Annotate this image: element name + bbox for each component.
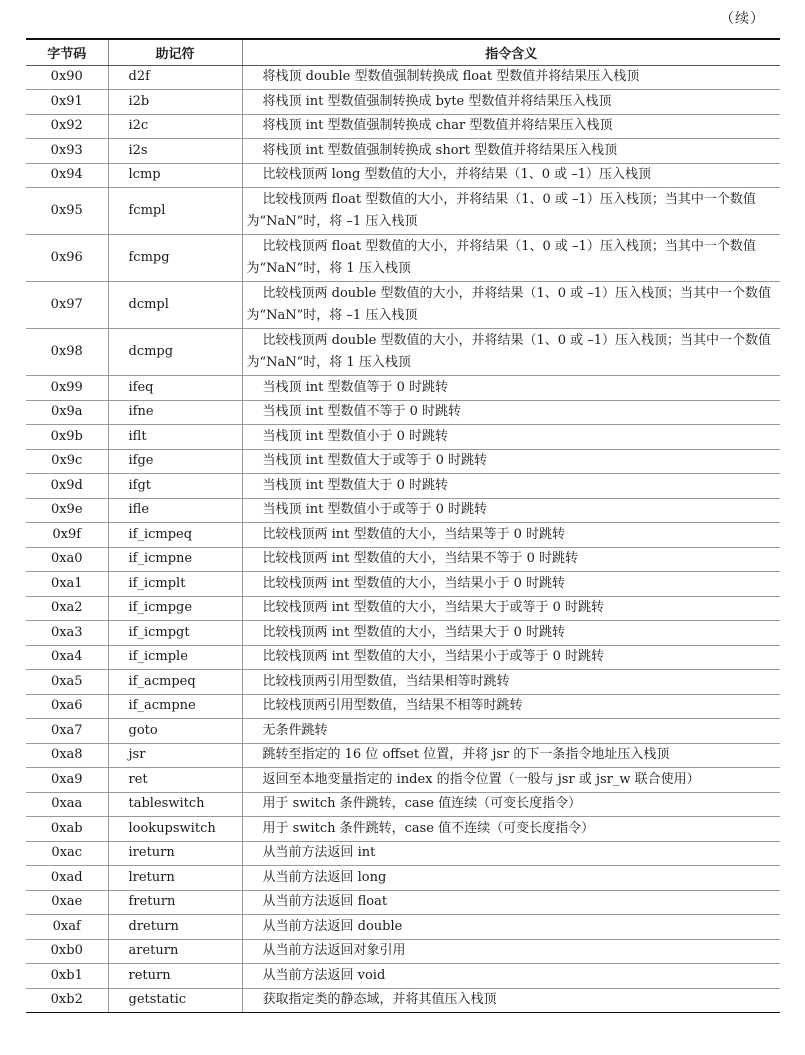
table-row [26,376,780,401]
meaning-cell: 比较栈顶两 int 型数值的大小，当结果小于或等于 0 时跳转 [242,645,780,670]
table-row [26,817,780,842]
bytecode-cell: 0xab [26,817,108,842]
meaning-cell: 用于 switch 条件跳转，case 值不连续（可变长度指令） [242,817,780,842]
meaning-cell: 当栈顶 int 型数值大于 0 时跳转 [242,474,780,499]
table-row [26,449,780,474]
bytecode-cell: 0xa2 [26,596,108,621]
table-row [26,400,780,425]
table-row [26,474,780,499]
mnemonic-cell: if_acmpne [108,694,242,719]
meaning-cell: 比较栈顶两 float 型数值的大小，并将结果（1、0 或 –1）压入栈顶；当其中一个数值为“NaN”时，将 1 压入栈顶 [242,235,780,282]
mnemonic-cell: if_acmpeq [108,670,242,695]
mnemonic-cell: if_icmple [108,645,242,670]
mnemonic-cell: goto [108,719,242,744]
mnemonic-cell: i2s [108,139,242,164]
bytecode-cell: 0x98 [26,329,108,376]
bytecode-cell: 0x95 [26,188,108,235]
bytecode-cell: 0x92 [26,114,108,139]
meaning-cell: 当栈顶 int 型数值不等于 0 时跳转 [242,400,780,425]
meaning-cell: 返回至本地变量指定的 index 的指令位置（一般与 jsr 或 jsr_w 联合使用） [242,768,780,793]
table-row [26,670,780,695]
table-row [26,939,780,964]
meaning-cell: 比较栈顶两 int 型数值的大小，当结果大于 0 时跳转 [242,621,780,646]
table-row [26,841,780,866]
table-row [26,90,780,115]
bytecode-table [26,38,780,1013]
meaning-cell: 将栈顶 int 型数值强制转换成 char 型数值并将结果压入栈顶 [242,114,780,139]
mnemonic-cell: ifeq [108,376,242,401]
mnemonic-cell: if_icmpeq [108,523,242,548]
meaning-cell: 当栈顶 int 型数值等于 0 时跳转 [242,376,780,401]
bytecode-cell: 0xaf [26,915,108,940]
meaning-cell: 获取指定类的静态域，并将其值压入栈顶 [242,988,780,1013]
mnemonic-cell: getstatic [108,988,242,1013]
bytecode-cell: 0x99 [26,376,108,401]
table-row [26,988,780,1013]
header-meaning: 指令含义 [242,39,780,65]
mnemonic-cell: return [108,964,242,989]
bytecode-cell: 0x90 [26,65,108,90]
meaning-cell: 比较栈顶两 long 型数值的大小，并将结果（1、0 或 –1）压入栈顶 [242,163,780,188]
table-row [26,596,780,621]
mnemonic-cell: ret [108,768,242,793]
table-row [26,572,780,597]
table-row [26,694,780,719]
table-row [26,65,780,90]
mnemonic-cell: fcmpl [108,188,242,235]
meaning-cell: 比较栈顶两 double 型数值的大小，并将结果（1、0 或 –1）压入栈顶；当其中一个数值为“NaN”时，将 1 压入栈顶 [242,329,780,376]
meaning-cell: 比较栈顶两 double 型数值的大小，并将结果（1、0 或 –1）压入栈顶；当其中一个数值为“NaN”时，将 –1 压入栈顶 [242,282,780,329]
bytecode-cell: 0xac [26,841,108,866]
continued-label: （续） [720,11,765,27]
bytecode-cell: 0xa4 [26,645,108,670]
meaning-cell: 当栈顶 int 型数值小于 0 时跳转 [242,425,780,450]
table-row [26,425,780,450]
bytecode-cell: 0xb1 [26,964,108,989]
mnemonic-cell: ifgt [108,474,242,499]
table-body [26,65,780,1013]
table-row [26,114,780,139]
mnemonic-cell: iflt [108,425,242,450]
bytecode-cell: 0x91 [26,90,108,115]
mnemonic-cell: i2b [108,90,242,115]
header-bytecode: 字节码 [26,39,108,65]
mnemonic-cell: lcmp [108,163,242,188]
mnemonic-cell: ifle [108,498,242,523]
bytecode-cell: 0x9d [26,474,108,499]
meaning-cell: 从当前方法返回 float [242,890,780,915]
mnemonic-cell: if_icmpgt [108,621,242,646]
table-row [26,743,780,768]
bytecode-cell: 0x9b [26,425,108,450]
bytecode-cell: 0xa3 [26,621,108,646]
table-row [26,915,780,940]
mnemonic-cell: dcmpg [108,329,242,376]
bytecode-cell: 0x9e [26,498,108,523]
bytecode-cell: 0x9c [26,449,108,474]
mnemonic-cell: if_icmpne [108,547,242,572]
table-row [26,139,780,164]
mnemonic-cell: lreturn [108,866,242,891]
table-row [26,866,780,891]
meaning-cell: 跳转至指定的 16 位 offset 位置，并将 jsr 的下一条指令地址压入栈顶 [242,743,780,768]
meaning-cell: 比较栈顶两引用型数值，当结果相等时跳转 [242,670,780,695]
meaning-cell: 无条件跳转 [242,719,780,744]
mnemonic-cell: freturn [108,890,242,915]
meaning-cell: 比较栈顶两 int 型数值的大小，当结果不等于 0 时跳转 [242,547,780,572]
bytecode-cell: 0xb2 [26,988,108,1013]
meaning-cell: 从当前方法返回 long [242,866,780,891]
mnemonic-cell: ireturn [108,841,242,866]
meaning-cell: 将栈顶 int 型数值强制转换成 byte 型数值并将结果压入栈顶 [242,90,780,115]
bytecode-cell: 0xa1 [26,572,108,597]
bytecode-cell: 0x93 [26,139,108,164]
table-row [26,163,780,188]
mnemonic-cell: fcmpg [108,235,242,282]
table-row [26,719,780,744]
table-row [26,964,780,989]
bytecode-cell: 0xad [26,866,108,891]
table-row [26,792,780,817]
meaning-cell: 比较栈顶两 float 型数值的大小，并将结果（1、0 或 –1）压入栈顶；当其中一个数值为“NaN”时，将 –1 压入栈顶 [242,188,780,235]
mnemonic-cell: tableswitch [108,792,242,817]
meaning-cell: 比较栈顶两 int 型数值的大小，当结果大于或等于 0 时跳转 [242,596,780,621]
bytecode-cell: 0xa6 [26,694,108,719]
meaning-cell: 当栈顶 int 型数值小于或等于 0 时跳转 [242,498,780,523]
table-row [26,768,780,793]
table-row [26,329,780,376]
mnemonic-cell: ifge [108,449,242,474]
table-header-row [26,39,780,65]
meaning-cell: 当栈顶 int 型数值大于或等于 0 时跳转 [242,449,780,474]
meaning-cell: 从当前方法返回 int [242,841,780,866]
mnemonic-cell: if_icmplt [108,572,242,597]
bytecode-cell: 0xa5 [26,670,108,695]
meaning-cell: 从当前方法返回 void [242,964,780,989]
bytecode-cell: 0xaa [26,792,108,817]
bytecode-cell: 0x96 [26,235,108,282]
bytecode-cell: 0x97 [26,282,108,329]
table-row [26,890,780,915]
table-row [26,498,780,523]
table-row [26,523,780,548]
mnemonic-cell: dcmpl [108,282,242,329]
bytecode-cell: 0x94 [26,163,108,188]
mnemonic-cell: i2c [108,114,242,139]
bytecode-cell: 0xb0 [26,939,108,964]
table-row [26,282,780,329]
table-row [26,547,780,572]
header-mnemonic: 助记符 [108,39,242,65]
meaning-cell: 将栈顶 double 型数值强制转换成 float 型数值并将结果压入栈顶 [242,65,780,90]
table-row [26,621,780,646]
bytecode-cell: 0xae [26,890,108,915]
meaning-cell: 比较栈顶两 int 型数值的大小，当结果等于 0 时跳转 [242,523,780,548]
meaning-cell: 将栈顶 int 型数值强制转换成 short 型数值并将结果压入栈顶 [242,139,780,164]
table-row [26,645,780,670]
mnemonic-cell: ifne [108,400,242,425]
bytecode-cell: 0xa7 [26,719,108,744]
bytecode-cell: 0x9a [26,400,108,425]
mnemonic-cell: dreturn [108,915,242,940]
mnemonic-cell: lookupswitch [108,817,242,842]
meaning-cell: 从当前方法返回 double [242,915,780,940]
bytecode-cell: 0xa0 [26,547,108,572]
mnemonic-cell: jsr [108,743,242,768]
meaning-cell: 比较栈顶两 int 型数值的大小，当结果小于 0 时跳转 [242,572,780,597]
bytecode-cell: 0x9f [26,523,108,548]
bytecode-cell: 0xa8 [26,743,108,768]
meaning-cell: 比较栈顶两引用型数值，当结果不相等时跳转 [242,694,780,719]
mnemonic-cell: d2f [108,65,242,90]
meaning-cell: 用于 switch 条件跳转，case 值连续（可变长度指令） [242,792,780,817]
bytecode-cell: 0xa9 [26,768,108,793]
meaning-cell: 从当前方法返回对象引用 [242,939,780,964]
table-row [26,188,780,235]
mnemonic-cell: if_icmpge [108,596,242,621]
mnemonic-cell: areturn [108,939,242,964]
table-row [26,235,780,282]
